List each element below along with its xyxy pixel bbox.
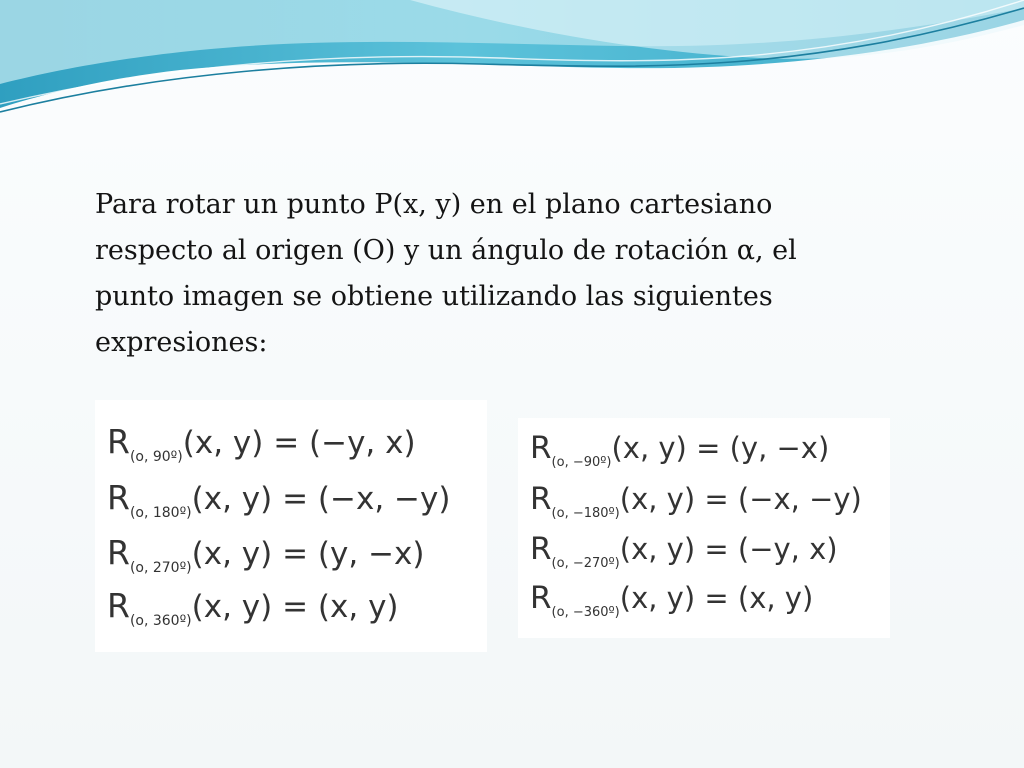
paragraph-line: expresiones: [95,327,268,358]
paragraph-line: respecto al origen (O) y un ángulo de rotación α, el [95,235,797,266]
formula-rotation-minus-360: $R_{(o, -360º)}(x$, y) = (x, y) [530,580,814,620]
formula-rotation-minus-180: $R_{(o, -180º)}(x$, y) = (−x, −y) [530,481,862,521]
negative-rotation-formulas [518,418,890,638]
formula-rotation-360: $R_{(o, 360º)}(x$, y) = (x, y) [107,586,399,629]
body-paragraph [95,182,915,366]
formula-rotation-270: $R_{(o, 270º)}(x$, y) = (y, −x) [107,533,425,576]
formula-rotation-90: $R_{(o, 90º)}(x$, y) = (−y, x) [107,422,416,465]
formula-rotation-minus-90: $R_{(o, -90º)}(x$, y) = (y, −x) [530,430,830,470]
positive-rotation-formulas [95,400,487,652]
formula-rotation-180: $R_{(o, 180º)}(x$, y) = (−x, −y) [107,478,451,521]
header-wave-decoration [0,0,1024,130]
formula-rotation-minus-270: $R_{(o, -270º)}(x$, y) = (−y, x) [530,531,838,571]
paragraph-line: punto imagen se obtiene utilizando las siguientes [95,281,773,312]
paragraph-line: Para rotar un punto P(x, y) en el plano cartesiano [95,189,773,220]
